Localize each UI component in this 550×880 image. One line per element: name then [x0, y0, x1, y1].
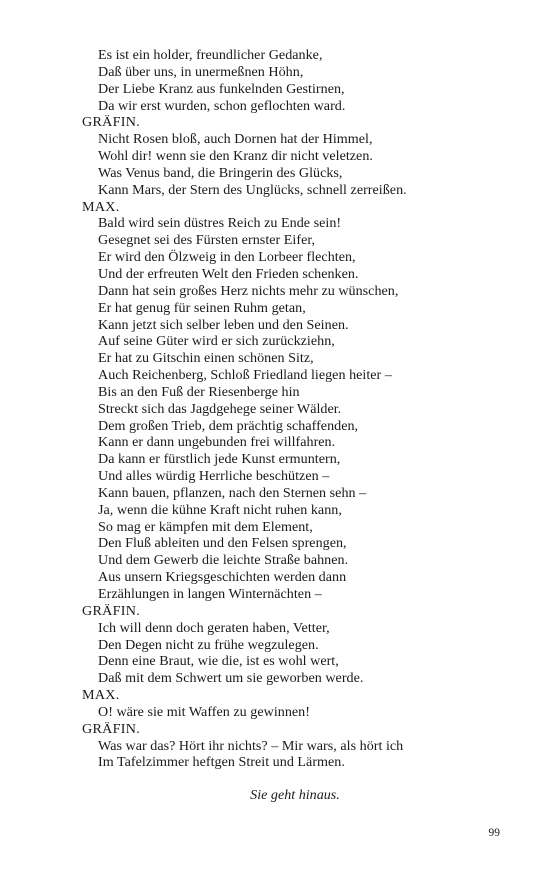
verse-line: Da wir erst wurden, schon geflochten ward. [98, 97, 346, 114]
verse-line: So mag er kämpfen mit dem Element, [98, 518, 313, 535]
speaker-name: GRÄFIN. [82, 114, 141, 131]
stage-direction: Sie geht hinaus. [250, 787, 340, 803]
verse-line: Wohl dir! wenn sie den Kranz dir nicht veletzen. [98, 148, 373, 165]
verse-line: Und dem Gewerb die leichte Straße bahnen. [98, 552, 349, 569]
verse-text [82, 47, 522, 771]
verse-line: Und der erfreuten Welt den Frieden schenken. [98, 265, 359, 282]
verse-line: Kann jetzt sich selber leben und den Seinen. [98, 316, 349, 333]
verse-line: Kann bauen, pflanzen, nach den Sternen sehn – [98, 484, 367, 501]
verse-line: Ja, wenn die kühne Kraft nicht ruhen kann, [98, 501, 342, 518]
verse-line: Daß über uns, in unermeßnen Höhn, [98, 63, 304, 80]
speaker-name: GRÄFIN. [82, 720, 141, 737]
verse-line: Nicht Rosen bloß, auch Dornen hat der Himmel, [98, 131, 373, 148]
verse-line: Daß mit dem Schwert um sie geworben werde. [98, 670, 364, 687]
verse-line: Da kann er fürstlich jede Kunst ermuntern, [98, 451, 341, 468]
verse-line: Er hat zu Gitschin einen schönen Sitz, [98, 350, 314, 367]
verse-line: Bis an den Fuß der Riesenberge hin [98, 383, 300, 400]
verse-line: Streckt sich das Jagdgehege seiner Wälder. [98, 400, 342, 417]
speaker-name: GRÄFIN. [82, 602, 141, 619]
verse-line: Ich will denn doch geraten haben, Vetter, [98, 619, 330, 636]
verse-line: Bald wird sein düstres Reich zu Ende sein! [98, 215, 342, 232]
verse-line: Der Liebe Kranz aus funkelnden Gestirnen, [98, 80, 345, 97]
verse-line: Und alles würdig Herrliche beschützen – [98, 468, 330, 485]
verse-line: Denn eine Braut, wie die, ist es wohl wert, [98, 653, 339, 670]
verse-line: Was war das? Hört ihr nichts? – Mir wars, als hört ich [98, 737, 404, 754]
speaker-name: MAX. [82, 687, 120, 704]
verse-line: Gesegnet sei des Fürsten ernster Eifer, [98, 232, 316, 249]
verse-line: Dem großen Trieb, dem prächtig schaffenden, [98, 417, 359, 434]
verse-line: Er hat genug für seinen Ruhm getan, [98, 299, 306, 316]
verse-line: O! wäre sie mit Waffen zu gewinnen! [98, 703, 310, 720]
verse-line: Auch Reichenberg, Schloß Friedland liegen heiter – [98, 367, 392, 384]
verse-line: Im Tafelzimmer heftgen Streit und Lärmen. [98, 754, 345, 771]
verse-line: Er wird den Ölzweig in den Lorbeer flechten, [98, 249, 356, 266]
verse-line: Es ist ein holder, freundlicher Gedanke, [98, 47, 323, 63]
verse-line: Dann hat sein großes Herz nichts mehr zu wünschen, [98, 282, 399, 299]
verse-line: Den Fluß ableiten und den Felsen sprengen, [98, 535, 347, 552]
verse-line: Erzählungen in langen Winternächten – [98, 586, 322, 602]
verse-line: Aus unsern Kriegsgeschichten werden dann [98, 569, 347, 586]
page-number: 99 [488, 827, 500, 839]
verse-line: Den Degen nicht zu frühe wegzulegen. [98, 636, 319, 653]
verse-line: Kann Mars, der Stern des Unglücks, schnell zerreißen. [98, 181, 407, 198]
speaker-name: MAX. [82, 198, 120, 215]
verse-line: Auf seine Güter wird er sich zurückziehn, [98, 333, 335, 350]
verse-line: Kann er dann ungebunden frei willfahren. [98, 434, 336, 451]
verse-line: Was Venus band, die Bringerin des Glücks, [98, 164, 343, 181]
